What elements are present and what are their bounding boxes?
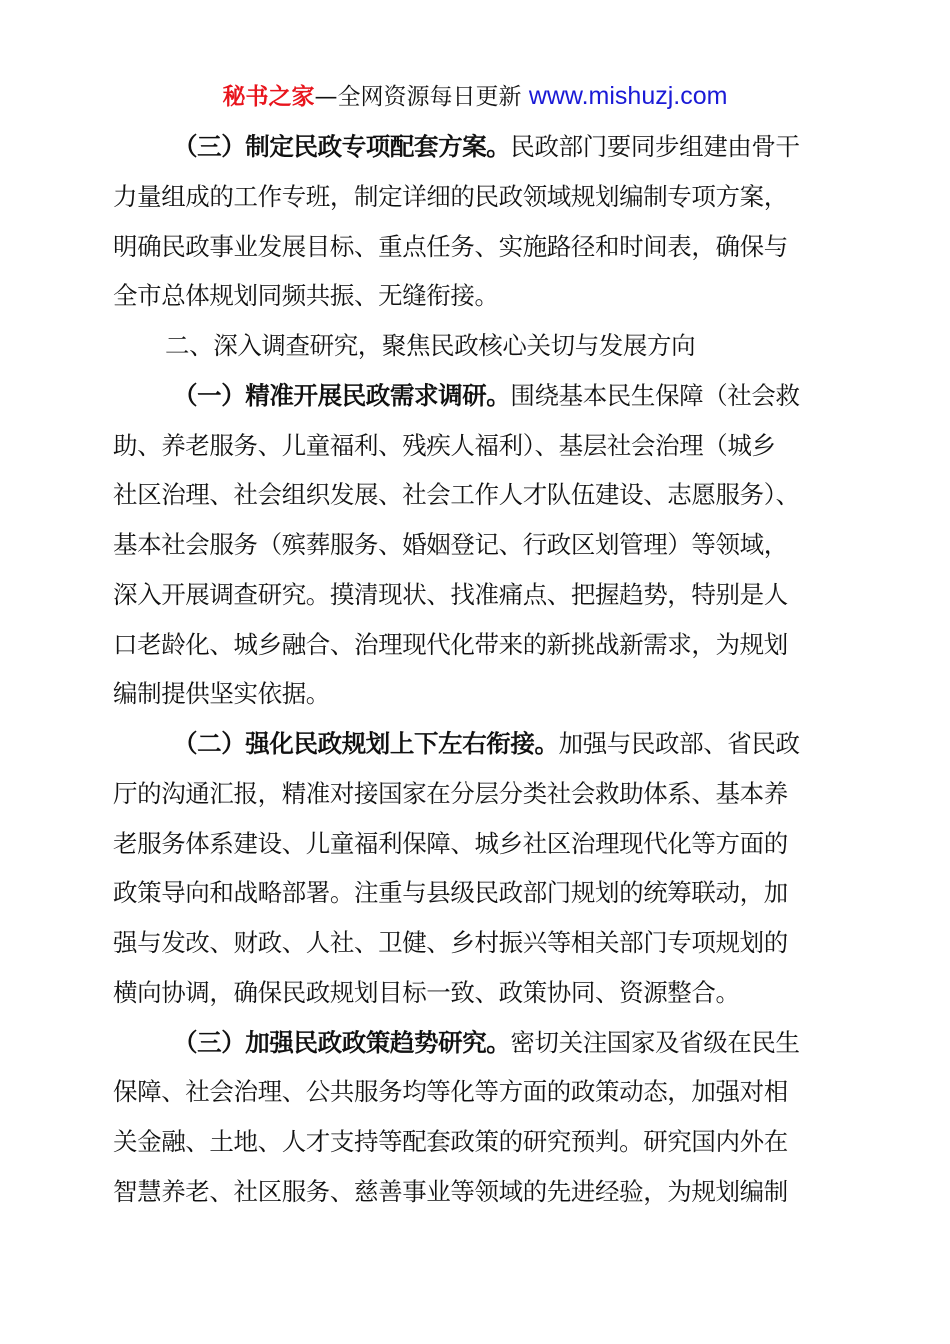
line-text: 老服务体系建设、儿童福利保障、城乡社区治理现代化等方面的	[113, 828, 788, 858]
line-text: 保障、社会治理、公共服务均等化等方面的政策动态，加强对相	[113, 1077, 788, 1107]
line-text: 口老龄化、城乡融合、治理现代化带来的新挑战新需求，为规划	[113, 629, 788, 659]
bold-heading: （二）强化民政规划上下左右衔接。	[173, 729, 559, 758]
text-line	[113, 176, 853, 226]
banner-slogan: —全网资源每日更新	[314, 84, 522, 110]
bold-heading: （一）精准开展民政需求调研。	[173, 380, 511, 410]
text-line	[113, 1121, 853, 1171]
line-text: 关金融、土地、人才支持等配套政策的研究预判。研究国内外在	[113, 1127, 788, 1156]
line-text: 编制提供坚实依据。	[113, 679, 330, 709]
line-text: 明确民政事业发展目标、重点任务、实施路径和时间表，确保与	[113, 231, 788, 261]
line-text: 助、养老服务、儿童福利、残疾人福利）、基层社会治理（城乡	[113, 430, 776, 460]
section-heading-line	[113, 723, 853, 773]
brand-name: 秘书之家	[222, 84, 315, 110]
line-text: 密切关注国家及省级在民生	[510, 1027, 800, 1057]
bold-heading: （三）制定民政专项配套方案。	[173, 132, 511, 161]
text-line	[113, 325, 853, 375]
bold-heading: （三）加强民政政策趋势研究。	[173, 1027, 511, 1057]
line-text: 二、深入调查研究，聚焦民政核心关切与发展方向	[165, 331, 696, 360]
document-body	[113, 126, 853, 1221]
line-text: 民政部门要同步组建由骨干	[510, 132, 800, 161]
text-line	[113, 275, 853, 325]
site-banner	[0, 80, 950, 113]
text-line	[113, 425, 853, 475]
text-line	[113, 823, 853, 873]
line-text: 社区治理、社会组织发展、社会工作人才队伍建设、志愿服务）、	[113, 480, 800, 510]
text-line	[113, 1171, 853, 1221]
line-text: 基本社会服务（殡葬服务、婚姻登记、行政区划管理）等领域，	[113, 530, 788, 559]
line-text: 政策导向和战略部署。注重与县级民政部门规划的统筹联动，加	[113, 878, 788, 908]
line-text: 加强与民政部、省民政	[558, 729, 800, 758]
line-text: 力量组成的工作专班，制定详细的民政领域规划编制专项方案，	[113, 181, 788, 211]
line-text: 厅的沟通汇报，精准对接国家在分层分类社会救助体系、基本养	[113, 778, 788, 808]
section-heading-line	[113, 375, 853, 425]
line-text: 深入开展调查研究。摸清现状、找准痛点、把握趋势，特别是人	[113, 579, 788, 609]
text-line	[113, 673, 853, 723]
text-line	[113, 773, 853, 823]
text-line	[113, 624, 853, 674]
line-text: 围绕基本民生保障（社会救	[510, 380, 800, 410]
section-heading-line	[113, 126, 853, 176]
text-line	[113, 524, 853, 574]
text-line	[113, 474, 853, 524]
line-text: 全市总体规划同频共振、无缝衔接。	[113, 281, 499, 311]
text-line	[113, 226, 853, 276]
line-text: 横向协调，确保民政规划目标一致、政策协同、资源整合。	[113, 977, 740, 1007]
section-heading-line	[113, 1022, 853, 1072]
text-line	[113, 922, 853, 972]
text-line	[113, 1071, 853, 1121]
text-line	[113, 972, 853, 1022]
site-url-link[interactable]: www.mishuzj.com	[528, 82, 728, 110]
line-text: 智慧养老、社区服务、慈善事业等领域的先进经验，为规划编制	[113, 1176, 788, 1206]
text-line	[113, 872, 853, 922]
line-text: 强与发改、财政、人社、卫健、乡村振兴等相关部门专项规划的	[113, 928, 788, 957]
text-line	[113, 574, 853, 624]
